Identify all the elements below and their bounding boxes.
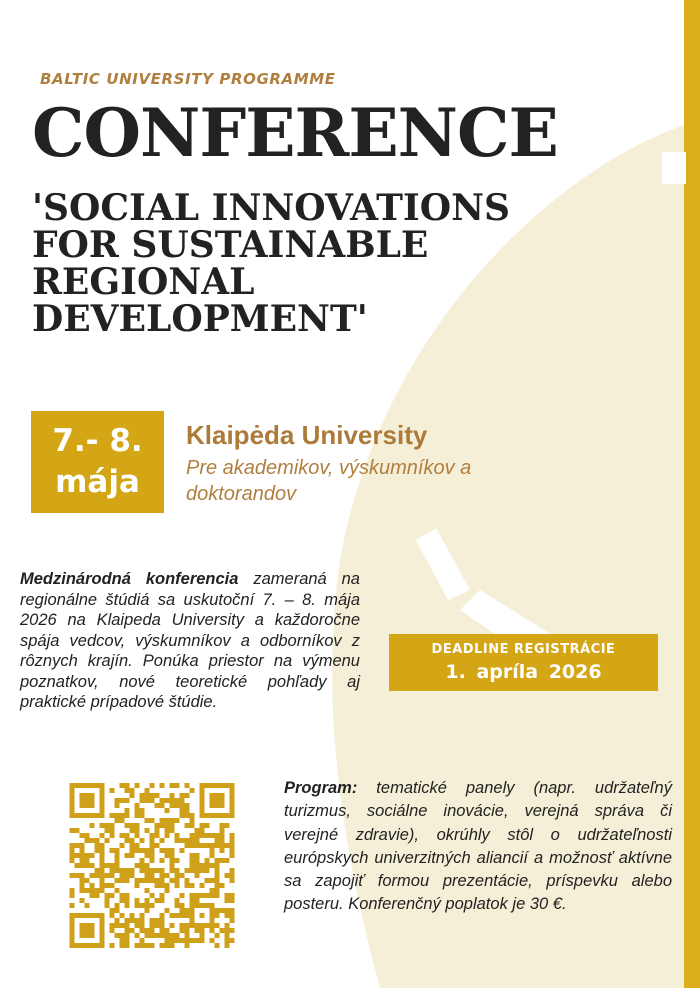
date-month: mája: [55, 464, 140, 500]
page-title: CONFERENCE: [32, 94, 558, 172]
date-range: 7.- 8.: [52, 423, 143, 459]
qr-code-icon[interactable]: [68, 783, 236, 948]
accent-notch: [662, 152, 686, 184]
deadline-box: [389, 634, 658, 691]
deadline-label: DEADLINE REGISTRÁCIE: [431, 642, 616, 657]
target-audience: Pre akademikov, výskumníkov a doktorandov: [186, 457, 472, 505]
intro-lead: Medzinárodná konferencia: [20, 570, 239, 588]
venue-name: Klaipėda University: [186, 420, 428, 450]
program-text: tematické panely (napr. udržateľný turizmus, sociálne inovácie, verejná správa či verejné zdravie), okrúhly stôl o udržateľnosti európskych univerzitných aliancií a možnosť aktívne sa zapojiť formou prezentácie, príspevku alebo posteru. Konferenčný poplatok je 30 €.: [284, 779, 672, 914]
program-paragraph: [284, 777, 672, 917]
intro-paragraph: [20, 569, 360, 713]
intro-text: zameraná na regionálne štúdiá sa uskutoční 7. – 8. mája 2026 na Klaipeda University a každoročne spája vedcov, výskumníkov a odborníkov z rôznych krajín. Ponúka priestor na výmenu poznatkov, nové teoretické pohľady aj praktické prípadové štúdie.: [20, 570, 360, 711]
deadline-date: 1. apríla 2026: [445, 661, 602, 683]
organization-name: BALTIC UNIVERSITY PROGRAMME: [40, 70, 336, 88]
program-lead: Program:: [284, 779, 358, 797]
date-badge: [31, 411, 164, 513]
conference-subtitle: 'SOCIAL INNOVATIONS FOR SUSTAINABLE REGIONAL DEVELOPMENT': [32, 187, 511, 340]
right-accent-bar: [684, 0, 700, 988]
